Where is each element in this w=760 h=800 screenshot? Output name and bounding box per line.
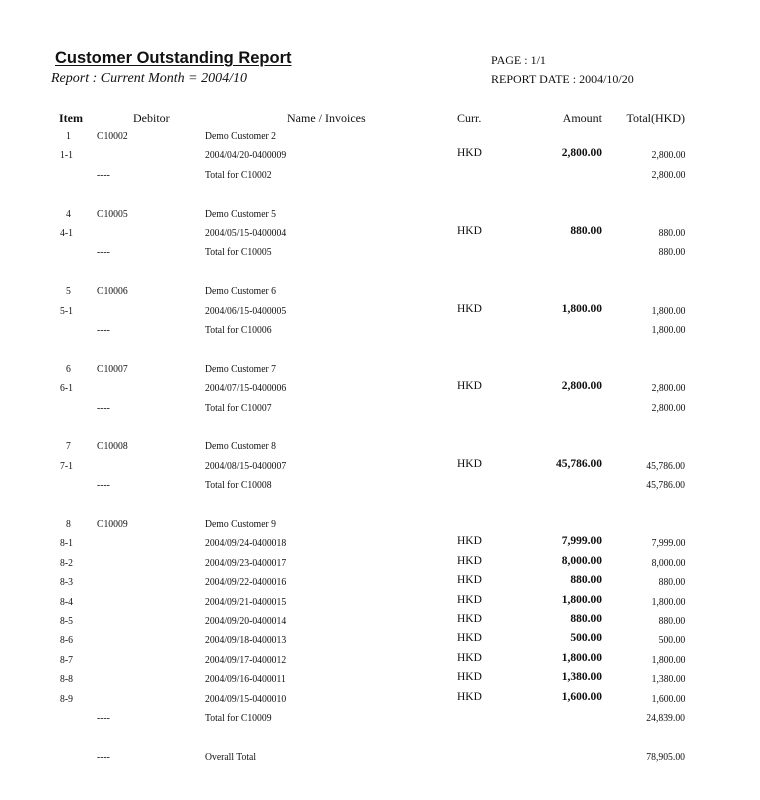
item-number-text: 8-2 — [60, 556, 73, 569]
amount: 1,600.00 — [561, 690, 602, 703]
customer-name — [205, 164, 281, 185]
total-hkd-text: 880.00 — [658, 576, 685, 589]
total-hkd-text: 45,786.00 — [646, 479, 685, 492]
item-number — [66, 435, 96, 456]
total-hkd-text: 880.00 — [658, 246, 685, 259]
total-hkd — [655, 222, 685, 243]
customer-name — [205, 319, 281, 340]
total-hkd — [647, 164, 686, 185]
debitor-code — [97, 435, 132, 456]
total-hkd-text: 1,800.00 — [651, 304, 685, 317]
item-number-text: 5-1 — [60, 304, 73, 317]
subtotal-row — [0, 397, 760, 416]
invoice-row — [0, 144, 760, 163]
invoice-number — [205, 377, 297, 398]
item-number — [60, 455, 90, 476]
item-number-text: 1 — [66, 130, 71, 142]
invoice-number-text: 2004/09/18-0400013 — [205, 634, 287, 647]
customer-name — [205, 241, 281, 262]
total-hkd — [647, 377, 686, 398]
total-hkd — [641, 474, 685, 495]
overall-total-value — [641, 746, 685, 767]
customer-name — [205, 435, 286, 456]
customer-name — [205, 513, 286, 534]
invoice-row — [0, 610, 760, 629]
debitor-code-text: ---- — [97, 168, 110, 181]
column-header-amount: Amount — [562, 111, 602, 125]
currency: HKD — [457, 671, 482, 684]
total-hkd — [641, 707, 685, 728]
item-number-text: 4-1 — [60, 227, 73, 239]
column-header-name: Name / Invoices — [287, 111, 366, 125]
invoice-number-text: 2004/09/15-0400010 — [205, 692, 287, 705]
debitor-code — [97, 203, 132, 224]
item-number — [60, 629, 90, 650]
item-number-text: 8-7 — [60, 653, 73, 666]
debitor-code — [97, 397, 112, 418]
item-number-text: 8-6 — [60, 634, 73, 647]
item-number — [60, 144, 90, 165]
item-number-text: 6-1 — [60, 382, 73, 395]
total-hkd-text: 1,380.00 — [651, 673, 685, 686]
item-number-text: 8-1 — [60, 537, 73, 550]
total-hkd — [655, 629, 685, 650]
item-number — [60, 649, 90, 670]
customer-name-text: Demo Customer 2 — [205, 130, 276, 142]
invoice-number — [205, 649, 297, 670]
invoice-number — [205, 591, 297, 612]
page-number: PAGE : 1/1 — [491, 53, 546, 67]
customer-name-text: Demo Customer 8 — [205, 440, 276, 453]
customer-name-text: Demo Customer 5 — [205, 207, 276, 220]
item-number — [66, 280, 96, 301]
total-hkd-text: 1,800.00 — [651, 653, 685, 666]
total-hkd-text: 2,800.00 — [651, 382, 685, 395]
customer-name-text: Total for C10005 — [205, 246, 272, 259]
debitor-code — [97, 164, 112, 185]
amount: 8,000.00 — [561, 554, 602, 567]
customer-name-text: Demo Customer 7 — [205, 362, 276, 375]
total-hkd-text: 1,800.00 — [651, 595, 685, 608]
customer-name — [205, 203, 286, 224]
currency: HKD — [457, 554, 482, 567]
amount: 880.00 — [570, 574, 602, 587]
total-hkd-text: 880.00 — [658, 227, 685, 239]
item-number — [60, 668, 90, 689]
customer-row — [0, 280, 760, 299]
currency: HKD — [457, 535, 482, 548]
report-date: REPORT DATE : 2004/10/20 — [491, 72, 634, 86]
debitor-code — [97, 319, 112, 340]
item-number-text: 8-3 — [60, 576, 73, 589]
item-number-text: 4 — [66, 207, 71, 220]
customer-name — [205, 746, 263, 767]
item-number — [60, 688, 90, 709]
total-hkd — [647, 649, 686, 670]
customer-name-text: Total for C10008 — [205, 479, 272, 492]
item-number — [60, 222, 90, 243]
debitor-code — [97, 513, 132, 534]
debitor-code — [97, 707, 112, 728]
item-number-text: 7 — [66, 440, 71, 453]
total-hkd — [647, 397, 686, 418]
amount: 500.00 — [570, 632, 602, 645]
total-hkd-text: 2,800.00 — [651, 168, 685, 181]
currency: HKD — [457, 457, 482, 470]
item-number-text: 8 — [66, 518, 71, 530]
total-hkd — [647, 591, 686, 612]
total-hkd — [647, 668, 686, 689]
debitor-code-text: ---- — [97, 712, 110, 724]
currency: HKD — [457, 574, 482, 587]
amount: 1,800.00 — [561, 651, 602, 664]
total-hkd-text: 45,786.00 — [646, 459, 685, 472]
currency: HKD — [457, 593, 482, 606]
invoice-number — [205, 455, 297, 476]
column-header-debitor: Debitor — [133, 111, 170, 125]
customer-row — [0, 358, 760, 377]
debitor-code — [97, 125, 132, 146]
invoice-number — [205, 222, 297, 243]
total-hkd — [647, 300, 686, 321]
debitor-code-text: ---- — [97, 246, 110, 259]
total-hkd-text: 24,839.00 — [646, 712, 685, 724]
total-hkd-text: 880.00 — [658, 615, 685, 627]
item-number — [60, 377, 90, 398]
customer-name-text: Total for C10002 — [205, 168, 272, 181]
total-hkd-text: 1,800.00 — [651, 324, 685, 336]
item-number-text: 8-5 — [60, 615, 73, 627]
total-hkd-text: 500.00 — [658, 634, 685, 647]
amount: 1,800.00 — [561, 302, 602, 315]
invoice-number-text: 2004/09/22-0400016 — [205, 576, 287, 589]
invoice-row — [0, 455, 760, 474]
invoice-number — [205, 532, 297, 553]
invoice-row — [0, 668, 760, 687]
invoice-number-text: 2004/09/20-0400014 — [205, 615, 287, 627]
customer-name — [205, 358, 286, 379]
item-number-text: 5 — [66, 285, 71, 298]
amount: 2,800.00 — [561, 380, 602, 393]
item-number — [60, 591, 90, 612]
invoice-number — [205, 571, 297, 592]
item-number-text: 8-9 — [60, 692, 73, 705]
item-number — [60, 571, 90, 592]
subtotal-row — [0, 164, 760, 183]
amount: 880.00 — [570, 225, 602, 237]
debitor-code — [97, 358, 132, 379]
customer-name-text: Total for C10006 — [205, 324, 272, 336]
customer-name-text: Total for C10007 — [205, 401, 272, 414]
invoice-row — [0, 532, 760, 551]
invoice-number-text: 2004/04/20-0400009 — [205, 149, 287, 162]
debitor-code — [97, 280, 132, 301]
currency: HKD — [457, 380, 482, 393]
amount: 45,786.00 — [556, 457, 602, 470]
debitor-code-text: C10007 — [97, 362, 128, 375]
subtotal-row — [0, 707, 760, 726]
total-hkd — [647, 688, 686, 709]
amount: 2,800.00 — [561, 147, 602, 160]
customer-row — [0, 513, 760, 532]
invoice-number-text: 2004/09/21-0400015 — [205, 595, 287, 608]
report-title: Customer Outstanding Report — [55, 49, 292, 67]
customer-row — [0, 125, 760, 144]
total-hkd-text: 8,000.00 — [651, 556, 685, 569]
debitor-code-text: ---- — [97, 479, 110, 492]
item-number-text: 6 — [66, 362, 71, 375]
invoice-row — [0, 649, 760, 668]
amount: 7,999.00 — [561, 535, 602, 548]
customer-name-text: Overall Total — [205, 750, 257, 763]
customer-row — [0, 203, 760, 222]
currency: HKD — [457, 632, 482, 645]
invoice-row — [0, 591, 760, 610]
total-hkd — [655, 241, 685, 262]
subtotal-row — [0, 241, 760, 260]
item-number — [66, 513, 96, 534]
total-hkd-text: 7,999.00 — [651, 537, 685, 550]
customer-name — [205, 707, 281, 728]
currency: HKD — [457, 225, 482, 237]
invoice-row — [0, 629, 760, 648]
debitor-code-text: C10002 — [97, 130, 128, 142]
debitor-code-text: C10006 — [97, 285, 128, 298]
invoice-row — [0, 222, 760, 241]
invoice-number — [205, 668, 297, 689]
debitor-code-text: ---- — [97, 750, 110, 763]
debitor-code-text: C10009 — [97, 518, 128, 530]
column-header-currency: Curr. — [457, 111, 482, 125]
debitor-code — [97, 474, 112, 495]
item-number — [60, 532, 90, 553]
customer-row — [0, 435, 760, 454]
debitor-code-text: ---- — [97, 401, 110, 414]
invoice-number — [205, 610, 297, 631]
debitor-code — [97, 746, 112, 767]
invoice-row — [0, 377, 760, 396]
currency: HKD — [457, 613, 482, 625]
total-hkd-text: 2,800.00 — [651, 401, 685, 414]
column-header-total: Total(HKD) — [626, 111, 685, 125]
customer-name-text: Total for C10009 — [205, 712, 272, 724]
customer-name-text: Demo Customer 9 — [205, 518, 276, 530]
debitor-code-text: C10005 — [97, 207, 128, 220]
currency: HKD — [457, 690, 482, 703]
currency: HKD — [457, 302, 482, 315]
invoice-number — [205, 300, 297, 321]
customer-name — [205, 125, 286, 146]
total-hkd — [641, 455, 685, 476]
total-hkd-text: 2,800.00 — [651, 149, 685, 162]
invoice-number-text: 2004/08/15-0400007 — [205, 459, 287, 472]
item-number — [60, 552, 90, 573]
item-number — [60, 300, 90, 321]
invoice-row — [0, 552, 760, 571]
amount: 1,800.00 — [561, 593, 602, 606]
invoice-number — [205, 629, 297, 650]
invoice-number-text: 2004/09/16-0400011 — [205, 673, 286, 686]
debitor-code — [97, 241, 112, 262]
total-hkd — [655, 571, 685, 592]
debitor-code-text: ---- — [97, 324, 110, 336]
customer-name — [205, 280, 286, 301]
invoice-number-text: 2004/07/15-0400006 — [205, 382, 287, 395]
item-number-text: 8-8 — [60, 673, 73, 686]
column-header-item: Item — [59, 111, 83, 125]
report-subtitle: Report : Current Month = 2004/10 — [51, 71, 247, 86]
total-hkd-text: 1,600.00 — [651, 692, 685, 705]
invoice-number-text: 2004/09/24-0400018 — [205, 537, 287, 550]
invoice-number — [205, 552, 297, 573]
total-hkd — [647, 532, 686, 553]
invoice-row — [0, 571, 760, 590]
invoice-number-text: 2004/09/17-0400012 — [205, 653, 287, 666]
total-hkd — [647, 552, 686, 573]
overall-total-value-text: 78,905.00 — [646, 750, 685, 763]
customer-name — [205, 474, 281, 495]
item-number-text: 1-1 — [60, 149, 73, 162]
currency: HKD — [457, 651, 482, 664]
invoice-number — [205, 144, 297, 165]
overall-total-row — [0, 746, 760, 765]
amount: 1,380.00 — [561, 671, 602, 684]
customer-name — [205, 397, 281, 418]
item-number — [66, 203, 96, 224]
item-number — [66, 125, 96, 146]
invoice-number-text: 2004/09/23-0400017 — [205, 556, 287, 569]
invoice-number-text: 2004/06/15-0400005 — [205, 304, 287, 317]
total-hkd — [647, 144, 686, 165]
item-number — [66, 358, 96, 379]
debitor-code-text: C10008 — [97, 440, 128, 453]
item-number-text: 7-1 — [60, 459, 73, 472]
item-number-text: 8-4 — [60, 595, 73, 608]
total-hkd — [655, 610, 685, 631]
subtotal-row — [0, 474, 760, 493]
currency: HKD — [457, 147, 482, 160]
invoice-number — [205, 688, 297, 709]
invoice-row — [0, 300, 760, 319]
subtotal-row — [0, 319, 760, 338]
amount: 880.00 — [570, 613, 602, 625]
item-number — [60, 610, 90, 631]
total-hkd — [647, 319, 686, 340]
invoice-number-text: 2004/05/15-0400004 — [205, 227, 287, 239]
customer-name-text: Demo Customer 6 — [205, 285, 276, 298]
invoice-row — [0, 688, 760, 707]
